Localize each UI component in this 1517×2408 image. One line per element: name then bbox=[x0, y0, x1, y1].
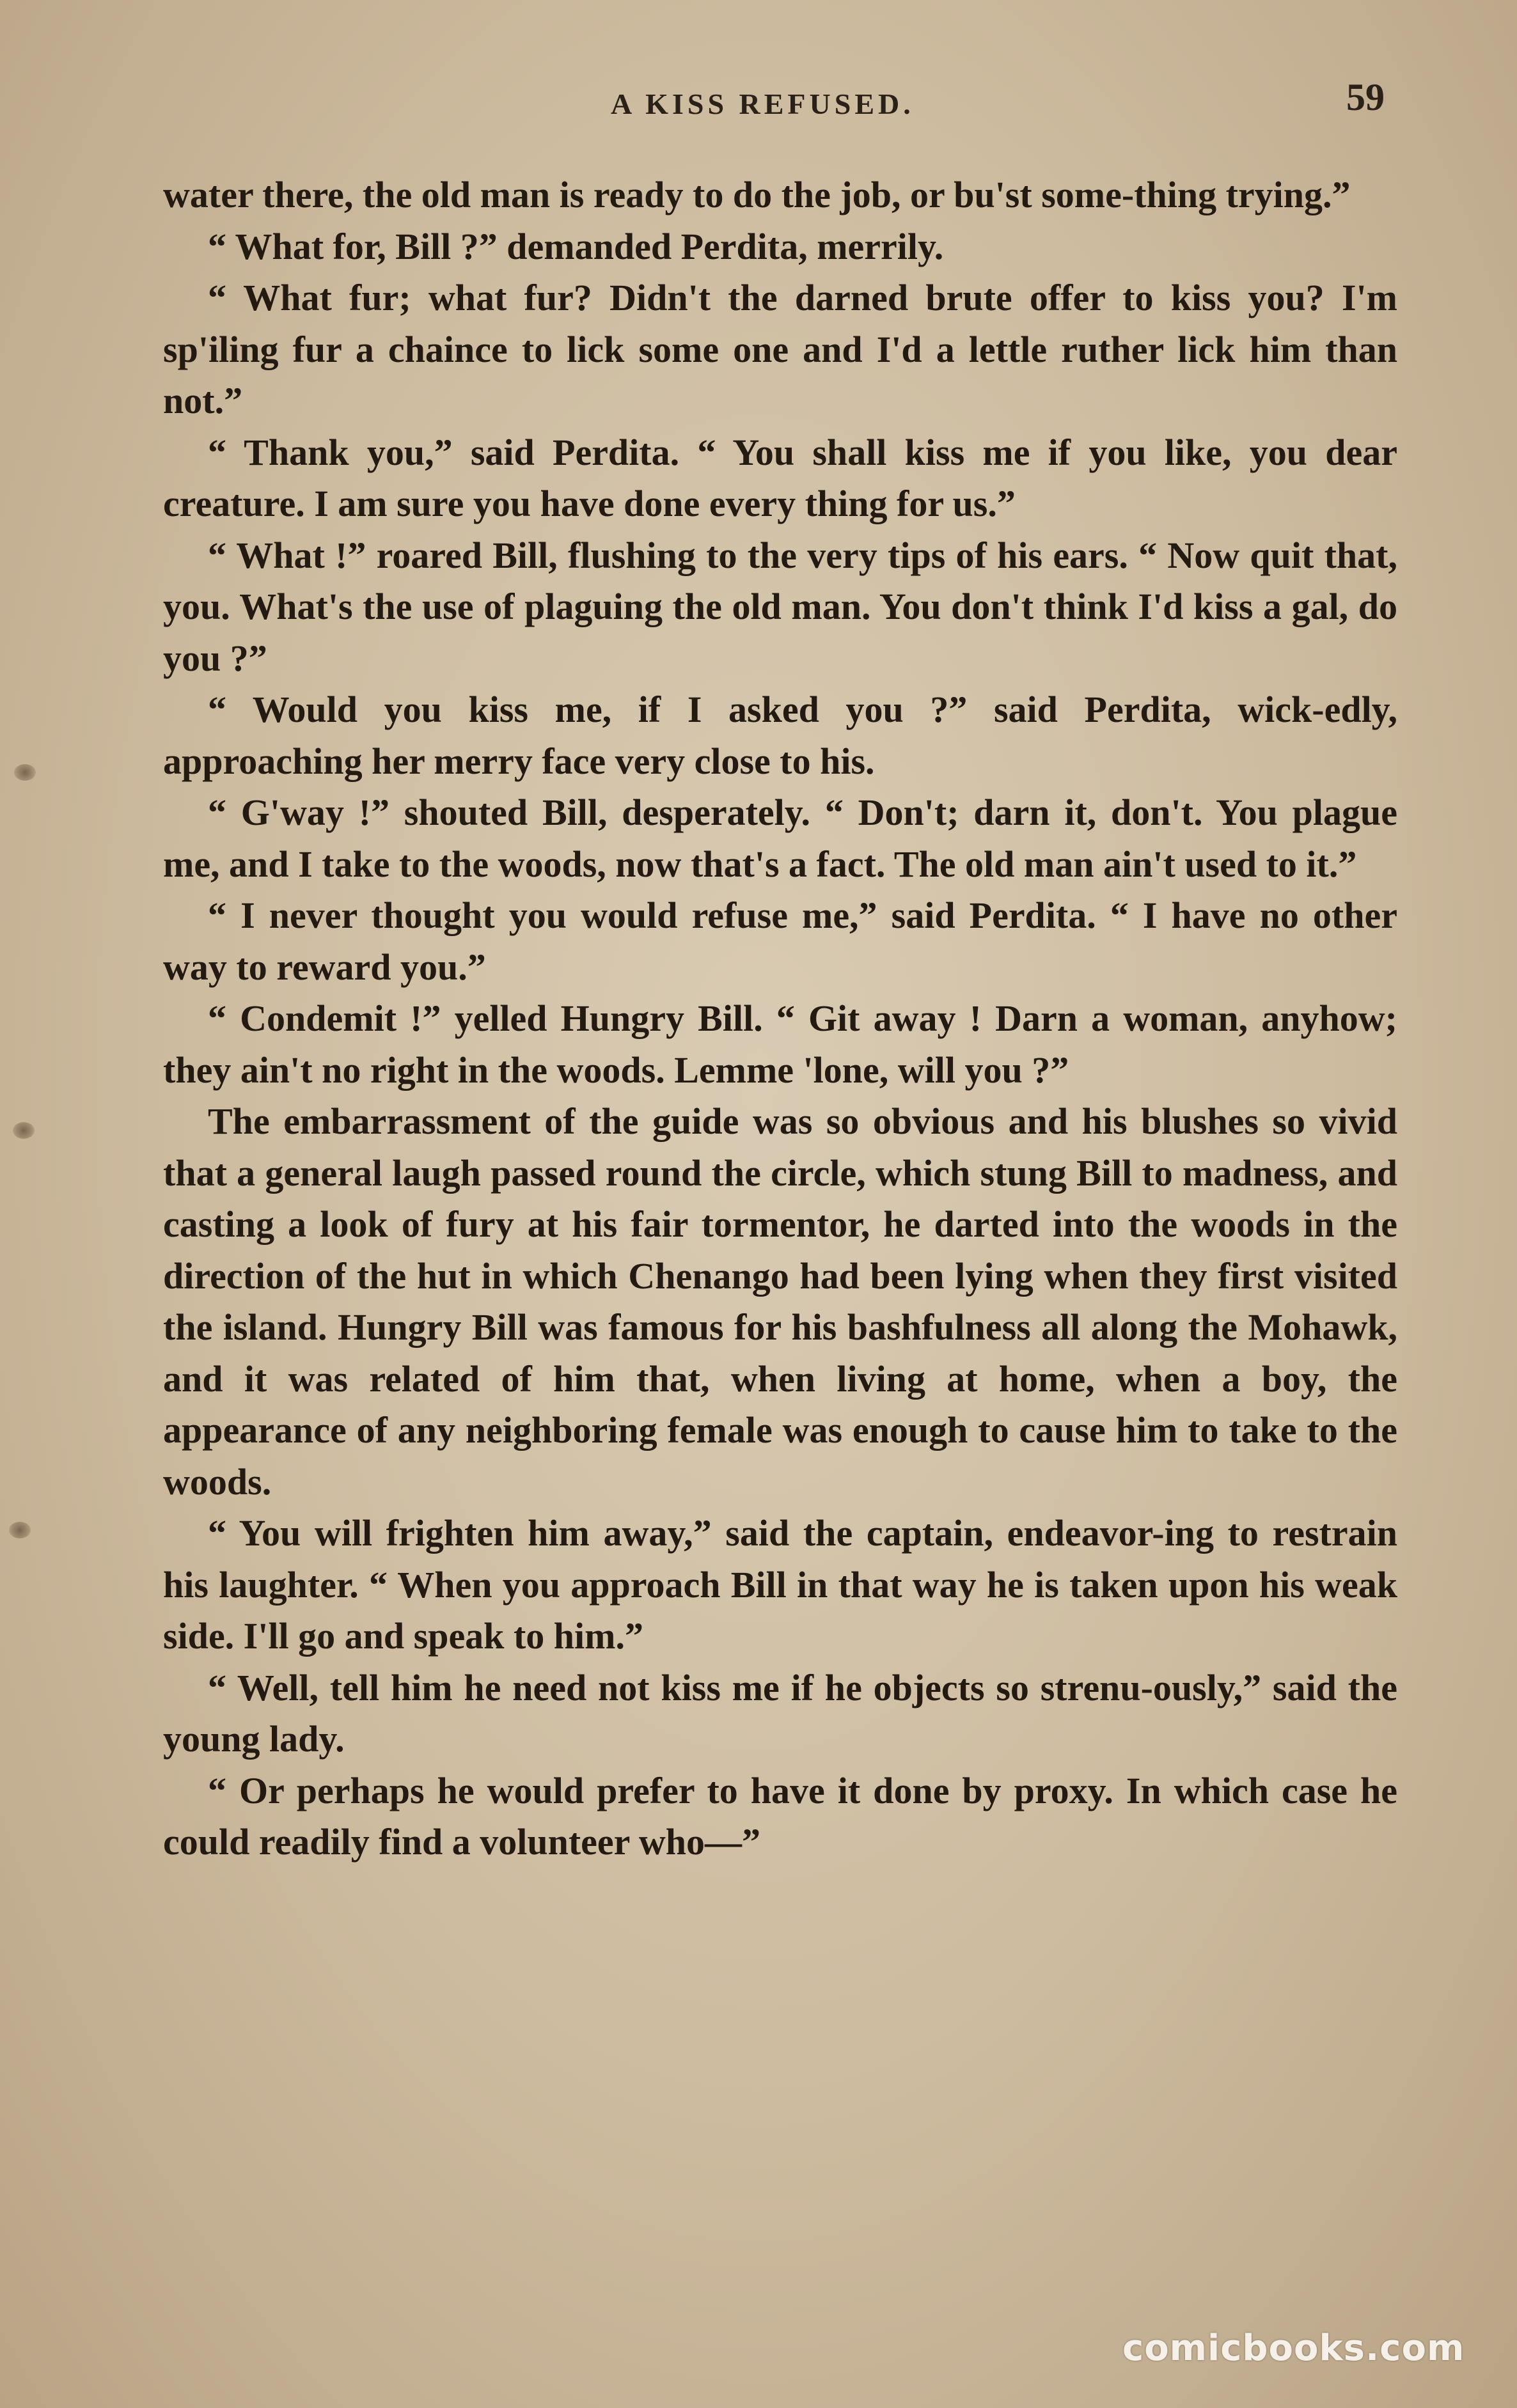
paragraph: “ What !” roared Bill, flushing to the very tips of his ears. “ Now quit that, you. What's the use of plaguing the old man. You don't think I'd kiss a gal, do you ?” bbox=[163, 534, 1397, 679]
paragraph: “ Condemit !” yelled Hungry Bill. “ Git away ! Darn a woman, anyhow; they ain't no right in the woods. Lemme 'lone, will you ?” bbox=[163, 997, 1397, 1091]
paragraph: The embarrassment of the guide was so obvious and his blushes so vivid that a general laugh passed round the circle, which stung Bill to madness, and casting a look of fury at his fair tormentor, he darted into the woods in the direction of the hut in which Chenango had been lying when they first visited the island. Hungry Bill was famous for his bashfulness all along the Mohawk, and it was related of him that, when living at home, when a boy, the appearance of any neighboring female was enough to cause him to take to the woods. bbox=[163, 1100, 1397, 1503]
page-header bbox=[0, 75, 1517, 133]
body-text bbox=[163, 169, 1397, 1868]
page-number: 59 bbox=[1346, 76, 1385, 118]
paragraph: “ Well, tell him he need not kiss me if he objects so strenu-ously,” said the young lady. bbox=[163, 1666, 1397, 1760]
page-damage-mark bbox=[14, 764, 36, 781]
paragraph: “ Or perhaps he would prefer to have it done by proxy. In which case he could readily find a volunteer who—” bbox=[163, 1769, 1397, 1863]
paragraph: “ I never thought you would refuse me,” said Perdita. “ I have no other way to reward you.” bbox=[163, 895, 1397, 988]
page-damage-mark bbox=[13, 1122, 35, 1139]
running-title: A KISS REFUSED. bbox=[611, 88, 915, 120]
paragraph: “ Would you kiss me, if I asked you ?” said Perdita, wick-edly, approaching her merry face very close to his. bbox=[163, 689, 1397, 782]
page-damage-mark bbox=[9, 1522, 31, 1538]
paragraph: “ You will frighten him away,” said the captain, endeavor-ing to restrain his laughter. “ When you approach Bill in that way he is taken upon his weak side. I'll go and speak to him.” bbox=[163, 1512, 1397, 1657]
watermark: comicbooks.com bbox=[1122, 2327, 1465, 2369]
paragraph: “ What fur; what fur? Didn't the darned brute offer to kiss you? I'm sp'iling fur a chaince to lick some one and I'd a lettle ruther lick him than not.” bbox=[163, 277, 1397, 421]
paragraph: “ G'way !” shouted Bill, desperately. “ Don't; darn it, don't. You plague me, and I take to the woods, now that's a fact. The old man ain't used to it.” bbox=[163, 792, 1397, 885]
paragraph: water there, the old man is ready to do the job, or bu'st some-thing trying.” bbox=[163, 174, 1351, 215]
paragraph: “ Thank you,” said Perdita. “ You shall kiss me if you like, you dear creature. I am sure you have done every thing for us.” bbox=[163, 431, 1397, 524]
paragraph: “ What for, Bill ?” demanded Perdita, merrily. bbox=[208, 225, 944, 267]
